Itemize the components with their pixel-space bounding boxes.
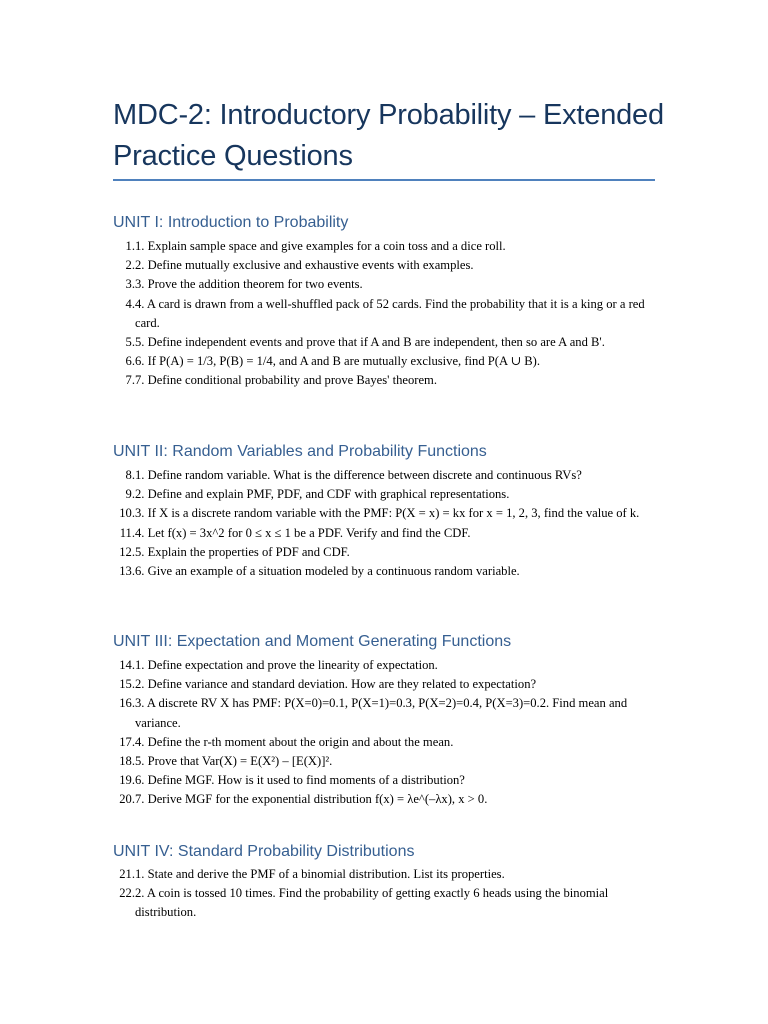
list-item [113,771,663,790]
title-divider [113,179,655,181]
list-item [113,352,663,371]
list-item [113,333,663,352]
list-item [113,371,663,390]
list-item [113,790,663,809]
list-item [113,275,663,294]
question-text: 2. Define mutually exclusive and exhaustive events with examples. [135,258,474,273]
list-item [113,656,663,675]
question-text: 2. Define and explain PMF, PDF, and CDF with graphical representations. [135,487,510,502]
list-number: 13. [119,564,135,579]
question-list-unit-3 [113,656,663,810]
question-text: 1. Explain sample space and give examples for a coin toss and a dice roll. [135,239,506,253]
list-item [113,237,663,256]
question-text: 1. Define expectation and prove the linearity of expectation. [135,658,438,672]
list-item [113,504,663,523]
list-number: 20. [119,792,135,807]
list-item [113,466,663,485]
question-text: 5. Define independent events and prove that if A and B are independent, then so are A and B'. [135,335,605,350]
list-item [113,256,663,275]
list-item [113,865,663,884]
list-number: 1. [125,239,135,253]
question-text: 2. Define variance and standard deviation. How are they related to expectation? [135,677,537,692]
list-number: 8. [125,468,135,482]
question-text: 5. Prove that Var(X) = E(X²) – [E(X)]². [135,754,333,769]
question-text: 6. Give an example of a situation modeled by a continuous random variable. [135,564,520,579]
list-item [113,295,663,333]
list-number: 5. [125,335,135,350]
list-number: 4. [125,296,135,311]
question-text: 4. Let f(x) = 3x^2 for 0 ≤ x ≤ 1 be a PDF. Verify and find the CDF. [135,525,471,540]
list-number: 17. [119,734,135,749]
question-list-unit-1 [113,237,663,391]
list-number: 9. [125,487,135,502]
unit-heading-3: UNIT III: Expectation and Moment Generating Functions [113,633,512,650]
list-number: 16. [119,696,135,711]
list-item [113,884,663,922]
list-number: 21. [119,867,135,881]
question-text: 5. Explain the properties of PDF and CDF. [135,544,350,559]
question-text: 1. Define random variable. What is the difference between discrete and continuous RVs? [135,468,582,482]
list-number: 3. [125,277,135,292]
unit-heading-4: UNIT IV: Standard Probability Distributions [113,843,415,860]
unit-heading-1: UNIT I: Introduction to Probability [113,214,349,231]
question-text: 2. A coin is tossed 10 times. Find the probability of getting exactly 6 heads using the binomial distribution. [135,886,609,920]
list-item [113,543,663,562]
list-item [113,562,663,581]
unit-heading-2: UNIT II: Random Variables and Probability Functions [113,443,487,460]
list-item [113,733,663,752]
question-text: 7. Define conditional probability and prove Bayes' theorem. [135,373,437,388]
list-number: 11. [119,525,135,540]
list-number: 7. [125,373,135,388]
list-item [113,694,663,732]
list-item [113,485,663,504]
question-text: 6. Define MGF. How is it used to find moments of a distribution? [135,773,465,788]
question-list-unit-4 [113,865,663,923]
question-text: 1. State and derive the PMF of a binomial distribution. List its properties. [135,867,505,881]
list-number: 6. [125,354,135,369]
document-title: MDC-2: Introductory Probability – Extended Practice Questions [113,99,664,172]
question-text: 3. If X is a discrete random variable with the PMF: P(X = x) = kx for x = 1, 2, 3, find the value of k. [135,506,640,521]
question-text: 4. Define the r-th moment about the origin and about the mean. [135,734,454,749]
list-number: 2. [125,258,135,273]
list-item [113,752,663,771]
list-number: 12. [119,544,135,559]
list-number: 18. [119,754,135,769]
question-text: 6. If P(A) = 1/3, P(B) = 1/4, and A and B are mutually exclusive, find P(A ∪ B). [135,354,540,369]
question-text: 3. A discrete RV X has PMF: P(X=0)=0.1, P(X=1)=0.3, P(X=2)=0.4, P(X=3)=0.2. Find mean and variance. [135,696,628,730]
question-text: 4. A card is drawn from a well-shuffled pack of 52 cards. Find the probability that it is a king or a red card. [135,296,645,330]
list-number: 19. [119,773,135,788]
list-number: 22. [119,886,135,901]
question-text: 3. Prove the addition theorem for two events. [135,277,363,292]
list-number: 10. [119,506,135,521]
list-number: 15. [119,677,135,692]
list-item [113,675,663,694]
question-list-unit-2 [113,466,663,581]
list-item [113,524,663,543]
question-text: 7. Derive MGF for the exponential distribution f(x) = λe^(–λx), x > 0. [135,792,488,807]
list-number: 14. [119,658,135,672]
